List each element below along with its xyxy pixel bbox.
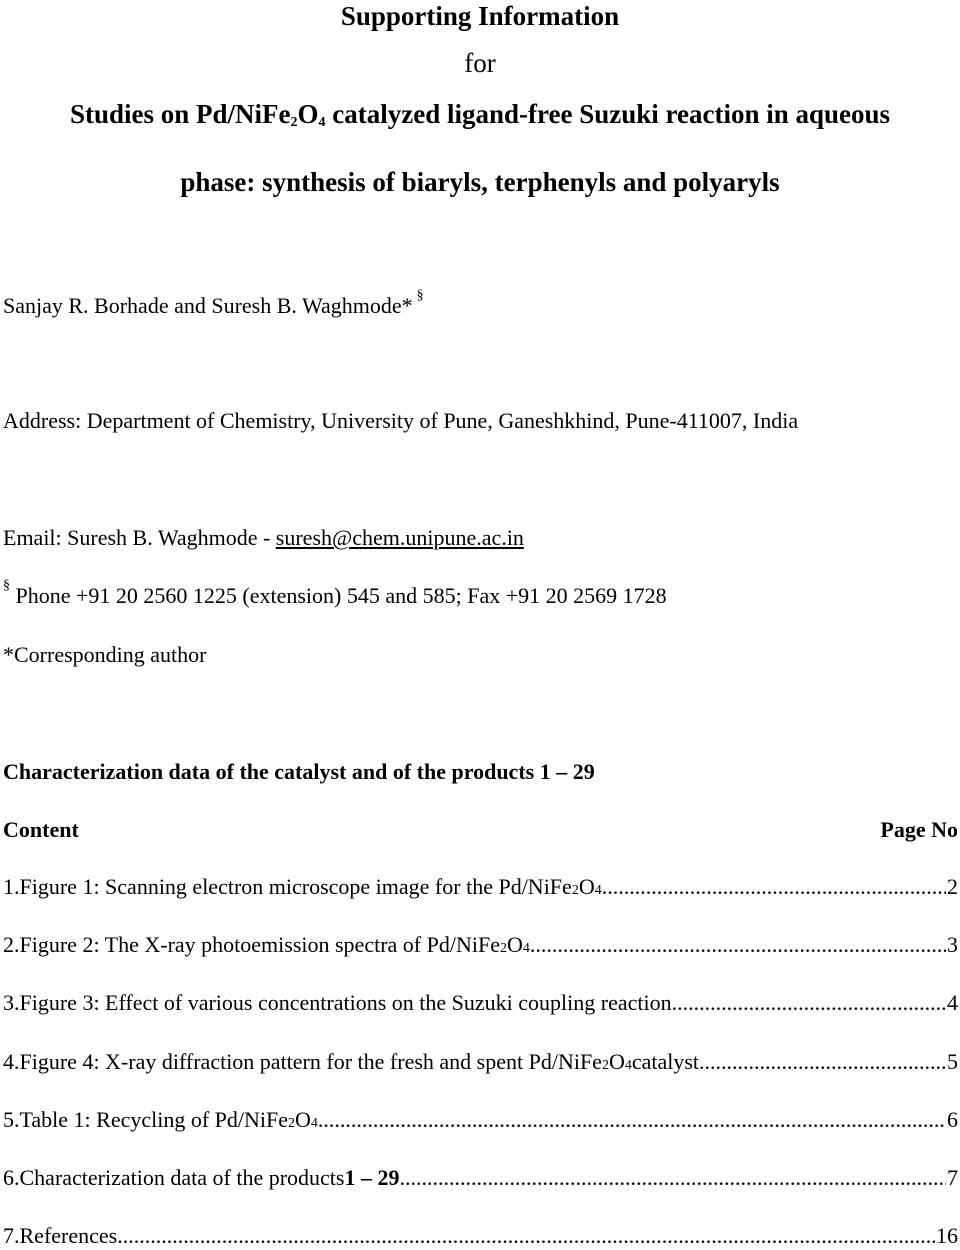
for-line: for: [464, 48, 496, 78]
toc-item-number: 4.: [3, 1049, 20, 1074]
corresponding-author-note: *Corresponding author: [3, 642, 207, 667]
paper-title-line-2: phase: synthesis of biaryls, terphenyls and polyaryls: [180, 167, 780, 197]
toc-item-3[interactable]: [3, 989, 958, 1017]
toc-leader-dots: [318, 1106, 946, 1134]
toc-item-page: 4: [947, 990, 958, 1015]
phone-text: Phone +91 20 2560 1225 (extension) 545 and 585; Fax +91 20 2569 1728: [10, 583, 667, 608]
email-link[interactable]: suresh@chem.unipune.ac.in: [275, 525, 524, 550]
title-line1-suffix: catalyzed ligand-free Suzuki reaction in aqueous: [325, 99, 891, 129]
toc-item-2[interactable]: 2. Figure 2: The X-ray photoemission spectra of Pd/NiFe 2 O 4 ..... 3: [3, 931, 958, 959]
toc-item-mid: O: [295, 1107, 311, 1132]
toc-item-5[interactable]: 5. Table 1: Recycling of Pd/NiFe 2 O 4 ..... 6: [3, 1106, 958, 1134]
toc-item-number: 7.: [3, 1223, 20, 1248]
toc-item-text: References: [19, 1223, 118, 1248]
toc-item-text: Characterization data of the products: [19, 1165, 345, 1190]
phone-section-mark: §: [3, 578, 10, 593]
toc-item-mid: O: [506, 932, 523, 957]
toc-item-6[interactable]: [3, 1164, 958, 1192]
authors-line: [3, 288, 424, 320]
toc-item-page: 7: [947, 1165, 958, 1190]
toc-item-number: 6.: [3, 1165, 20, 1190]
toc-item-number: 2.: [3, 932, 20, 957]
toc-item-1[interactable]: 1. Figure 1: Scanning electron microscope image for the Pd/NiFe 2 O 4 ..... 2: [3, 873, 958, 901]
toc-item-page: 5: [947, 1049, 958, 1074]
toc-item-number: 3.: [3, 990, 20, 1015]
phone-line: [3, 578, 667, 610]
toc-item-number: 1.: [3, 874, 20, 899]
toc-item-mid: O: [608, 1049, 625, 1074]
supporting-information-heading: Supporting Information: [340, 1, 620, 31]
toc-leader-dots: [672, 989, 946, 1017]
title-line1-prefix: Studies on Pd/NiFe: [69, 99, 291, 129]
toc-item-4[interactable]: 4. Figure 4: X-ray diffraction pattern for the fresh and spent Pd/NiFe 2 O 4 catalyst ..... 5: [3, 1048, 958, 1076]
title-sub-2: 4: [318, 115, 326, 130]
toc-leader-dots: [399, 1164, 946, 1192]
toc-item-7[interactable]: [3, 1222, 958, 1250]
section-title: Characterization data of the catalyst and of the products 1 – 29: [3, 759, 595, 784]
toc-page-label: Page No: [880, 817, 958, 842]
toc-item-page: 16: [936, 1223, 958, 1248]
email-line: [3, 524, 524, 552]
toc-item-page: 2: [947, 874, 958, 899]
toc-item-after: catalyst: [631, 1049, 700, 1074]
author-names: Sanjay R. Borhade and Suresh B. Waghmode*: [3, 293, 413, 318]
toc-item-page: 3: [947, 932, 958, 957]
toc-item-mid: O: [578, 874, 595, 899]
paper-title-line-1: [0, 98, 960, 130]
toc-leader-dots: [117, 1222, 935, 1250]
address-line: Address: Department of Chemistry, University of Pune, Ganeshkhind, Pune-411007, India: [3, 408, 799, 433]
toc-item-text: Figure 1: Scanning electron microscope image for the Pd/NiFe: [19, 874, 572, 899]
toc-leader-dots: [699, 1048, 946, 1076]
author-section-mark: §: [416, 288, 424, 303]
toc-leader-dots: [530, 931, 946, 959]
title-line1-mid: O: [297, 99, 319, 129]
email-label: Email: Suresh B. Waghmode -: [3, 525, 276, 550]
toc-content-label: Content: [3, 817, 79, 842]
title-sub-1: 2: [290, 115, 298, 130]
toc-item-page: 6: [947, 1107, 958, 1132]
toc-item-text: Figure 4: X-ray diffraction pattern for the fresh and spent Pd/NiFe: [19, 1049, 602, 1074]
toc-item-text: Figure 2: The X-ray photoemission spectra of Pd/NiFe: [19, 932, 500, 957]
toc-item-text: Table 1: Recycling of Pd/NiFe: [19, 1107, 289, 1132]
toc-item-bold: 1 – 29: [344, 1165, 400, 1190]
toc-leader-dots: [602, 873, 946, 901]
toc-item-text: Figure 3: Effect of various concentrations on the Suzuki coupling reaction: [19, 990, 672, 1015]
toc-item-number: 5.: [3, 1107, 20, 1132]
